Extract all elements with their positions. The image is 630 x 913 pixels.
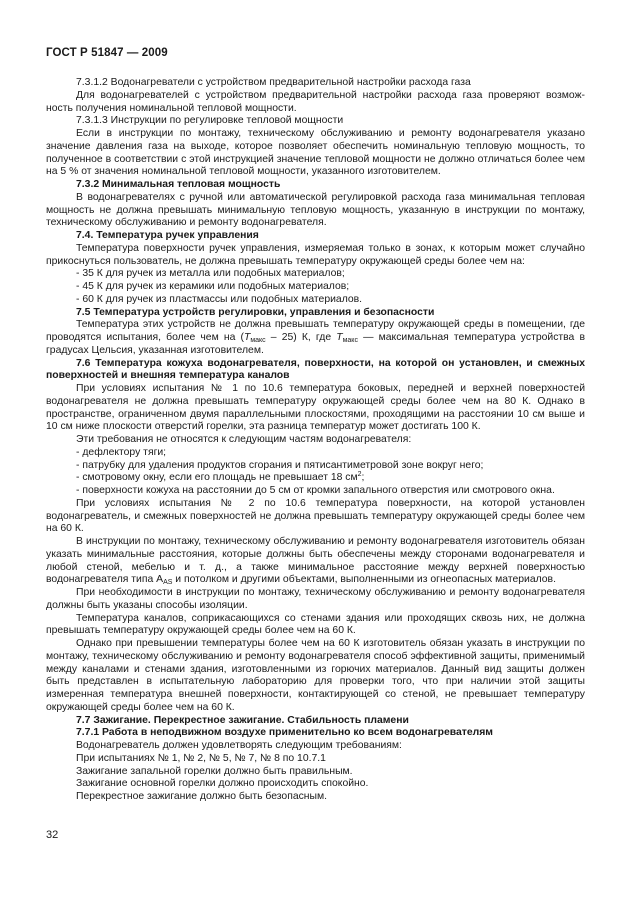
document-body xyxy=(46,77,585,804)
text-run: и потолком и другими объектами, выполненными из огнеопасных материалов. xyxy=(172,574,556,586)
list-item: - 45 К для ручек из керамики или подобных материалов; xyxy=(76,281,350,292)
text-run: – 25) К, где xyxy=(265,332,337,343)
paragraph: Температура каналов, соприкасающихся со стенами здания или проходящих сквозь них, не должна превышать температуру окружающей среды более чем на 60 К. xyxy=(46,612,585,637)
text-run: - смотровому окну, если его площадь не превышает 18 см xyxy=(76,472,358,484)
section-heading: 7.3.2 Минимальная тепловая мощность xyxy=(76,179,281,190)
paragraph: Температура поверхности ручек управления, измеряемая только в зонах, к которым может случайно прикоснуться пользователь, не должна превышать температуру окружающей среды более чем на: xyxy=(46,242,585,267)
section-heading: 7.3.1.2 Водонагреватели с устройством предварительной настройки расхода газа xyxy=(76,77,471,88)
document-header: ГОСТ Р 51847 — 2009 xyxy=(46,47,168,59)
section-heading: 7.7.1 Работа в неподвижном воздухе применительно ко всем водонагревателям xyxy=(76,727,493,739)
paragraph: В водонагревателях с ручной или автоматической регулировкой расхода газа минимальная тепловая мощность не должна превышать минимальную тепловую мощность, указанную в инструкции по монтажу, техническому обслуживанию и ремонту водонагревателя. xyxy=(46,191,585,229)
list-item: - патрубку для удаления продуктов сгорания и пятисантиметровой зоне вокруг него; xyxy=(76,459,484,471)
text-run: T xyxy=(336,332,343,343)
list-item: - дефлектору тяги; xyxy=(76,446,167,458)
section-heading: 7.4. Температура ручек управления xyxy=(76,230,259,241)
paragraph: При испытаниях № 1, № 2, № 5, № 7, № 8 по 10.7.1 xyxy=(76,752,326,764)
text-run: — максимальная температура устройства в градусах Цельсия, указанная изготовителем. xyxy=(46,332,585,356)
list-item: - поверхности кожуха на расстоянии до 5 см от кромки запального отверстия или смотрового окна. xyxy=(76,485,555,496)
superscript: 2 xyxy=(357,471,362,479)
text-run: ; xyxy=(361,472,365,484)
paragraph: Если в инструкции по монтажу, техническому обслуживанию и ремонту водонагревателя указано значение давления газа на выходе, которое позволяет обеспечить номинальную тепловую мощность, то полученное в соответствии с этой инструкцией значение тепловой мощности не должно отличаться более чем на 5 % от значения номинальной тепловой мощности, указанного изготовителем. xyxy=(46,128,585,178)
paragraph: При условиях испытания № 1 по 10.6 температура боковых, передней и верхней поверхностей водонагревателя не должна превышать температуру окружающей среды более чем на 80 К. Однако в пространстве, ограниченном двумя параллельными плоскостями, проходящими на расстоянии 10 см выше и 10 см ниже плоскости отверстий горелки, эта разница температур может достигать 100 К. xyxy=(46,383,585,433)
page-number: 32 xyxy=(46,829,59,841)
section-heading: 7.5 Температура устройств регулировки, управления и безопасности xyxy=(76,306,435,318)
paragraph: Зажигание запальной горелки должно быть правильным. xyxy=(76,765,353,777)
text-run: Температура этих устройств не должна превышать температуру окружающей среды в помещении, где проводятся испытания, более чем на ( xyxy=(46,319,585,343)
paragraph: При необходимости в инструкции по монтажу, техническому обслуживанию и ремонту водонагревателя должны быть указаны способы изоляции. xyxy=(46,587,585,611)
paragraph: Для водонагревателей с устройством предварительной настройки расхода газа проверяют возмож- xyxy=(76,89,585,101)
section-heading: 7.7 Зажигание. Перекрестное зажигание. Стабильность пламени xyxy=(76,714,409,726)
section-heading: 7.6 Температура кожуха водонагревателя, поверхности, на которой он установлен, и смежных поверхностей и внешняя температура каналов xyxy=(46,357,585,382)
paragraph: Водонагреватель должен удовлетворять следующим требованиям: xyxy=(76,740,402,751)
list-item: - 35 К для ручек из металла или подобных материалов; xyxy=(76,268,345,280)
list-item: - 60 К для ручек из пластмассы или подобных материалов. xyxy=(76,293,363,305)
subscript: макс xyxy=(342,337,358,344)
paragraph: Однако при превышении температуры более чем на 60 К изготовитель обязан указать в инструкции по монтажу, техническому обслуживанию и ремонту водонагревателя способ эффективной защиты, применимый между каналами и стенами здания, изготовленными из горючих материалов. Данный вид защиты должен быть представлен в испытательную лабораторию для проверки того, что при наличии этой защиты измеренная температура внешней поверхности, контактирующей со стеной, не превышает температуру окружающей среды более чем на 60 К. xyxy=(46,638,585,713)
paragraph xyxy=(46,319,585,357)
subscript: макс xyxy=(250,337,266,344)
text-run: В инструкции по монтажу, техническому обслуживанию и ремонту водонагревателя изготовитель обязан указать минимальные расстояния, которые должны быть обеспечены между сторонами водонагревателя и любой стеной, мебелью и т. д., а также минимальное расстояние между верхней поверхностью водонагревателя типа А xyxy=(46,536,585,586)
paragraph: ность получения номинальной тепловой мощности. xyxy=(46,102,297,114)
paragraph: При условиях испытания № 2 по 10.6 температура поверхности, на которой установлен водонагреватель, и смежных поверхностей не должна превышать температуру окружающей среды более чем на 60 К. xyxy=(46,497,585,535)
subscript: AS xyxy=(163,579,173,587)
text-run: T xyxy=(243,332,251,343)
list-item xyxy=(46,472,585,485)
paragraph: Эти требования не относятся к следующим частям водонагревателя: xyxy=(76,434,412,445)
paragraph: Перекрестное зажигание должно быть безопасным. xyxy=(76,791,328,802)
section-heading: 7.3.1.3 Инструкции по регулировке тепловой мощности xyxy=(76,115,344,127)
paragraph: Зажигание основной горелки должно происходить спокойно. xyxy=(76,778,369,790)
paragraph xyxy=(46,536,585,587)
